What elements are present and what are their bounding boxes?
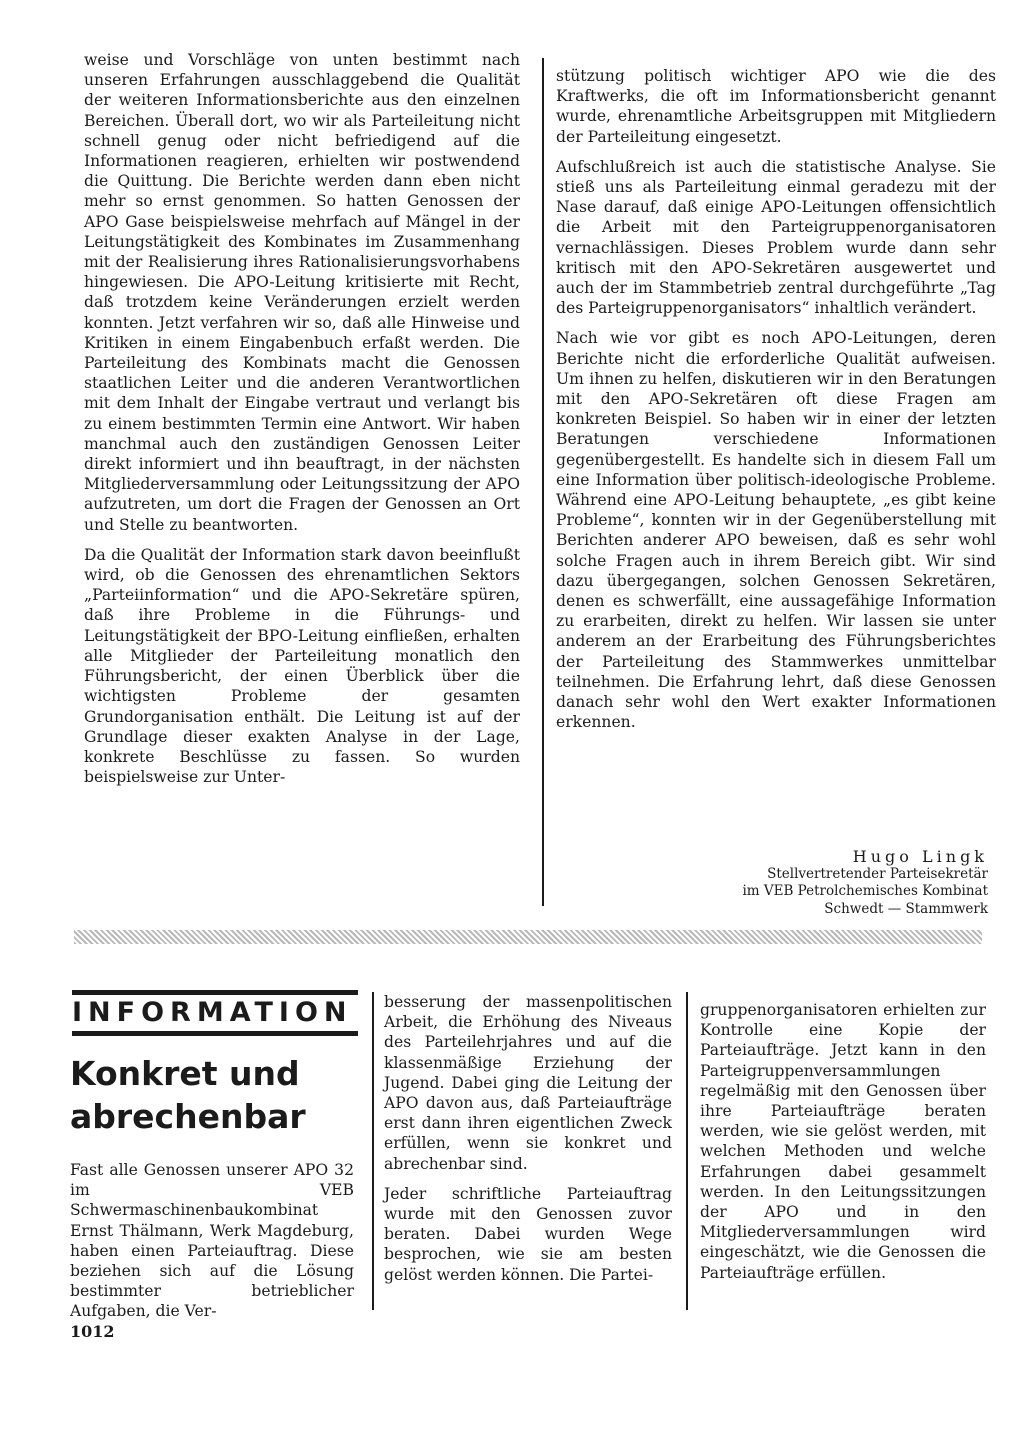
paragraph: Da die Qualität der Information stark davon beeinflußt wird, ob die Genossen des ehrenamtlichen Sektors „Parteiinformation“ und die APO-Sekretäre spüren, daß ihre Probleme in die Führungs- und Leitungstätigkeit der BPO-Leitung einfließen, erhalten alle Mitglieder der Parteileitung monatlich den Führungsbericht, der einen Überblick über die wichtigsten Probleme der gesamten Grundorganisation enthält. Die Leitung ist auf der Grundlage dieser exakten Analyse in der Lage, konkrete Beschlüsse zu fassen. So wurden beispielsweise zur Unter- [84,545,520,787]
paragraph: Jeder schriftliche Parteiauftrag wurde mit den Genossen zuvor beraten. Dabei wurden Wege besprochen, wie sie am besten gelöst werden können. Die Partei- [384,1184,672,1284]
author-title: Stellvertretender Parteisekretär [767,865,988,882]
article-column-2 [556,66,996,733]
paragraph: besserung der massenpolitischen Arbeit, die Erhöhung des Niveaus des Parteilehrjahres und auf die klassenmäßige Erziehung der Jugend. Dabei ging die Leitung der APO davon aus, daß Parteiaufträge erst dann ihren eigentlichen Zweck erfüllen, wenn sie konkret und abrechenbar sind. [384,993,672,1173]
section-label-box [72,990,358,1036]
section-label: INFORMATION [72,997,353,1028]
paragraph: stützung politisch wichtiger APO wie die des Kraftwerks, die oft im Informationsbericht genannt wurde, ehrenamtliche Arbeitsgruppen mit Mitgliedern der Parteileitung eingesetzt. [556,67,996,146]
author-name: Hugo Lingk [852,847,988,866]
column-divider [372,992,374,1310]
author-organization: im VEB Petrolchemisches Kombinat [742,883,988,899]
paragraph: weise und Vorschläge von unten bestimmt nach unseren Erfahrungen ausschlaggebend die Qualität der weiteren Informationsberichte aus den einzelnen Bereichen. Überall dort, wo wir als Parteileitung nicht schnell genug oder nicht befriedigend auf die Informationen reagieren, erhielten wir postwendend die Quittung. Die Berichte werden dann eben nicht mehr so ernst genommen. So hatten Genossen der APO Gase beispielsweise mehrfach auf Mängel in der Leitungstätigkeit des Kombinates im Zusammenhang mit der Realisierung ihres Rationalisierungsvorhabens hingewiesen. Die APO-Leitung kritisierte mit Recht, daß trotzdem keine Veränderungen erzielt werden konnten. Jetzt verfahren wir so, daß alle Hinweise und Kritiken in einem Eingabenbuch erfaßt werden. Die Parteileitung des Kombinats macht die Genossen staatlichen Leiter und die anderen Verantwortlichen mit dem Inhalt der Eingabe vertraut und verlangt bis zu einem bestimmten Termin eine Antwort. Wir haben manchmal auch den zuständigen Genossen Leiter direkt informiert und ihn beauftragt, in der nächsten Mitgliederversammlung oder Leitungssitzung der APO aufzutreten, um dort die Fragen der Genossen an Ort und Stelle zu beantworten. [84,51,520,534]
column-divider [542,58,544,906]
article-headline: Konkret und abrechenbar [70,1054,306,1136]
label-rule-bottom [72,1031,358,1036]
column-divider [686,992,688,1310]
info-column-1 [70,1160,354,1322]
label-rule-top [72,990,358,995]
author-location: Schwedt — Stammwerk [824,900,988,917]
article-column-1 [84,50,520,787]
paragraph: Nach wie vor gibt es noch APO-Leitungen, deren Berichte nicht die erforderliche Qualität aufweisen. Um ihnen zu helfen, diskutieren wir in den Beratungen mit den APO-Sekretären oft diese Fragen am konkreten Beispiel. So haben wir in einer der letzten Beratungen verschiedene Informationen gegenübergestellt. Es handelte sich in diesem Fall um eine Information über politisch-ideologische Probleme. Während eine APO-Leitung behauptete, „es gibt keine Probleme“, konnten wir in der Gegenüberstellung mit Berichten anderer APO beweisen, daß es sehr wohl solche Fragen auch in ihrem Bereich gibt. Wir sind dazu übergegangen, solchen Genossen Sekretären, denen es schwerfällt, eine aussagefähige Information zu erarbeiten, direkt zu helfen. Wir lassen sie unter anderem an der Erarbeitung des Führungsberichtes der Parteileitung des Stammwerkes unmittelbar teilnehmen. Die Erfahrung lehrt, daß diese Genossen danach sehr wohl den Wert exakter Informationen erkennen. [556,329,996,732]
section-separator [74,930,982,944]
paragraph: Fast alle Genossen unserer APO 32 im VEB Schwermaschinenbaukombinat Ernst Thälmann, Werk Magdeburg, haben einen Parteiauftrag. Diese beziehen sich auf die Lösung bestimmter betrieblicher Aufgaben, die Ver- [70,1161,354,1321]
paragraph: gruppenorganisatoren erhielten zur Kontrolle eine Kopie der Parteiaufträge. Jetzt kann in den Parteigruppenversammlungen regelmäßig mit den Genossen über ihre Parteiaufträge beraten werden, wie sie gelöst werden, mit welchen Methoden und welche Erfahrungen dabei gesammelt werden. In den Leitungssitzungen der APO und in den Mitgliederversammlungen wird eingeschätzt, wie die Genossen die Parteiaufträge erfüllen. [700,1001,986,1282]
author-signature [742,848,988,918]
info-column-3 [700,1000,986,1283]
paragraph: Aufschlußreich ist auch die statistische Analyse. Sie stieß uns als Parteileitung einmal geradezu mit der Nase darauf, daß einige APO-Leitungen offensichtlich die Arbeit mit den Parteigruppenorganisatoren vernachlässigen. Dieses Problem wurde dann sehr kritisch mit den APO-Sekretären ausgewertet und auch der im Stammbetrieb zentral durchgeführte „Tag des Parteigruppenorganisators“ inhaltlich verändert. [556,157,996,318]
page-number: 1012 [70,1322,115,1341]
info-column-2 [384,992,672,1285]
